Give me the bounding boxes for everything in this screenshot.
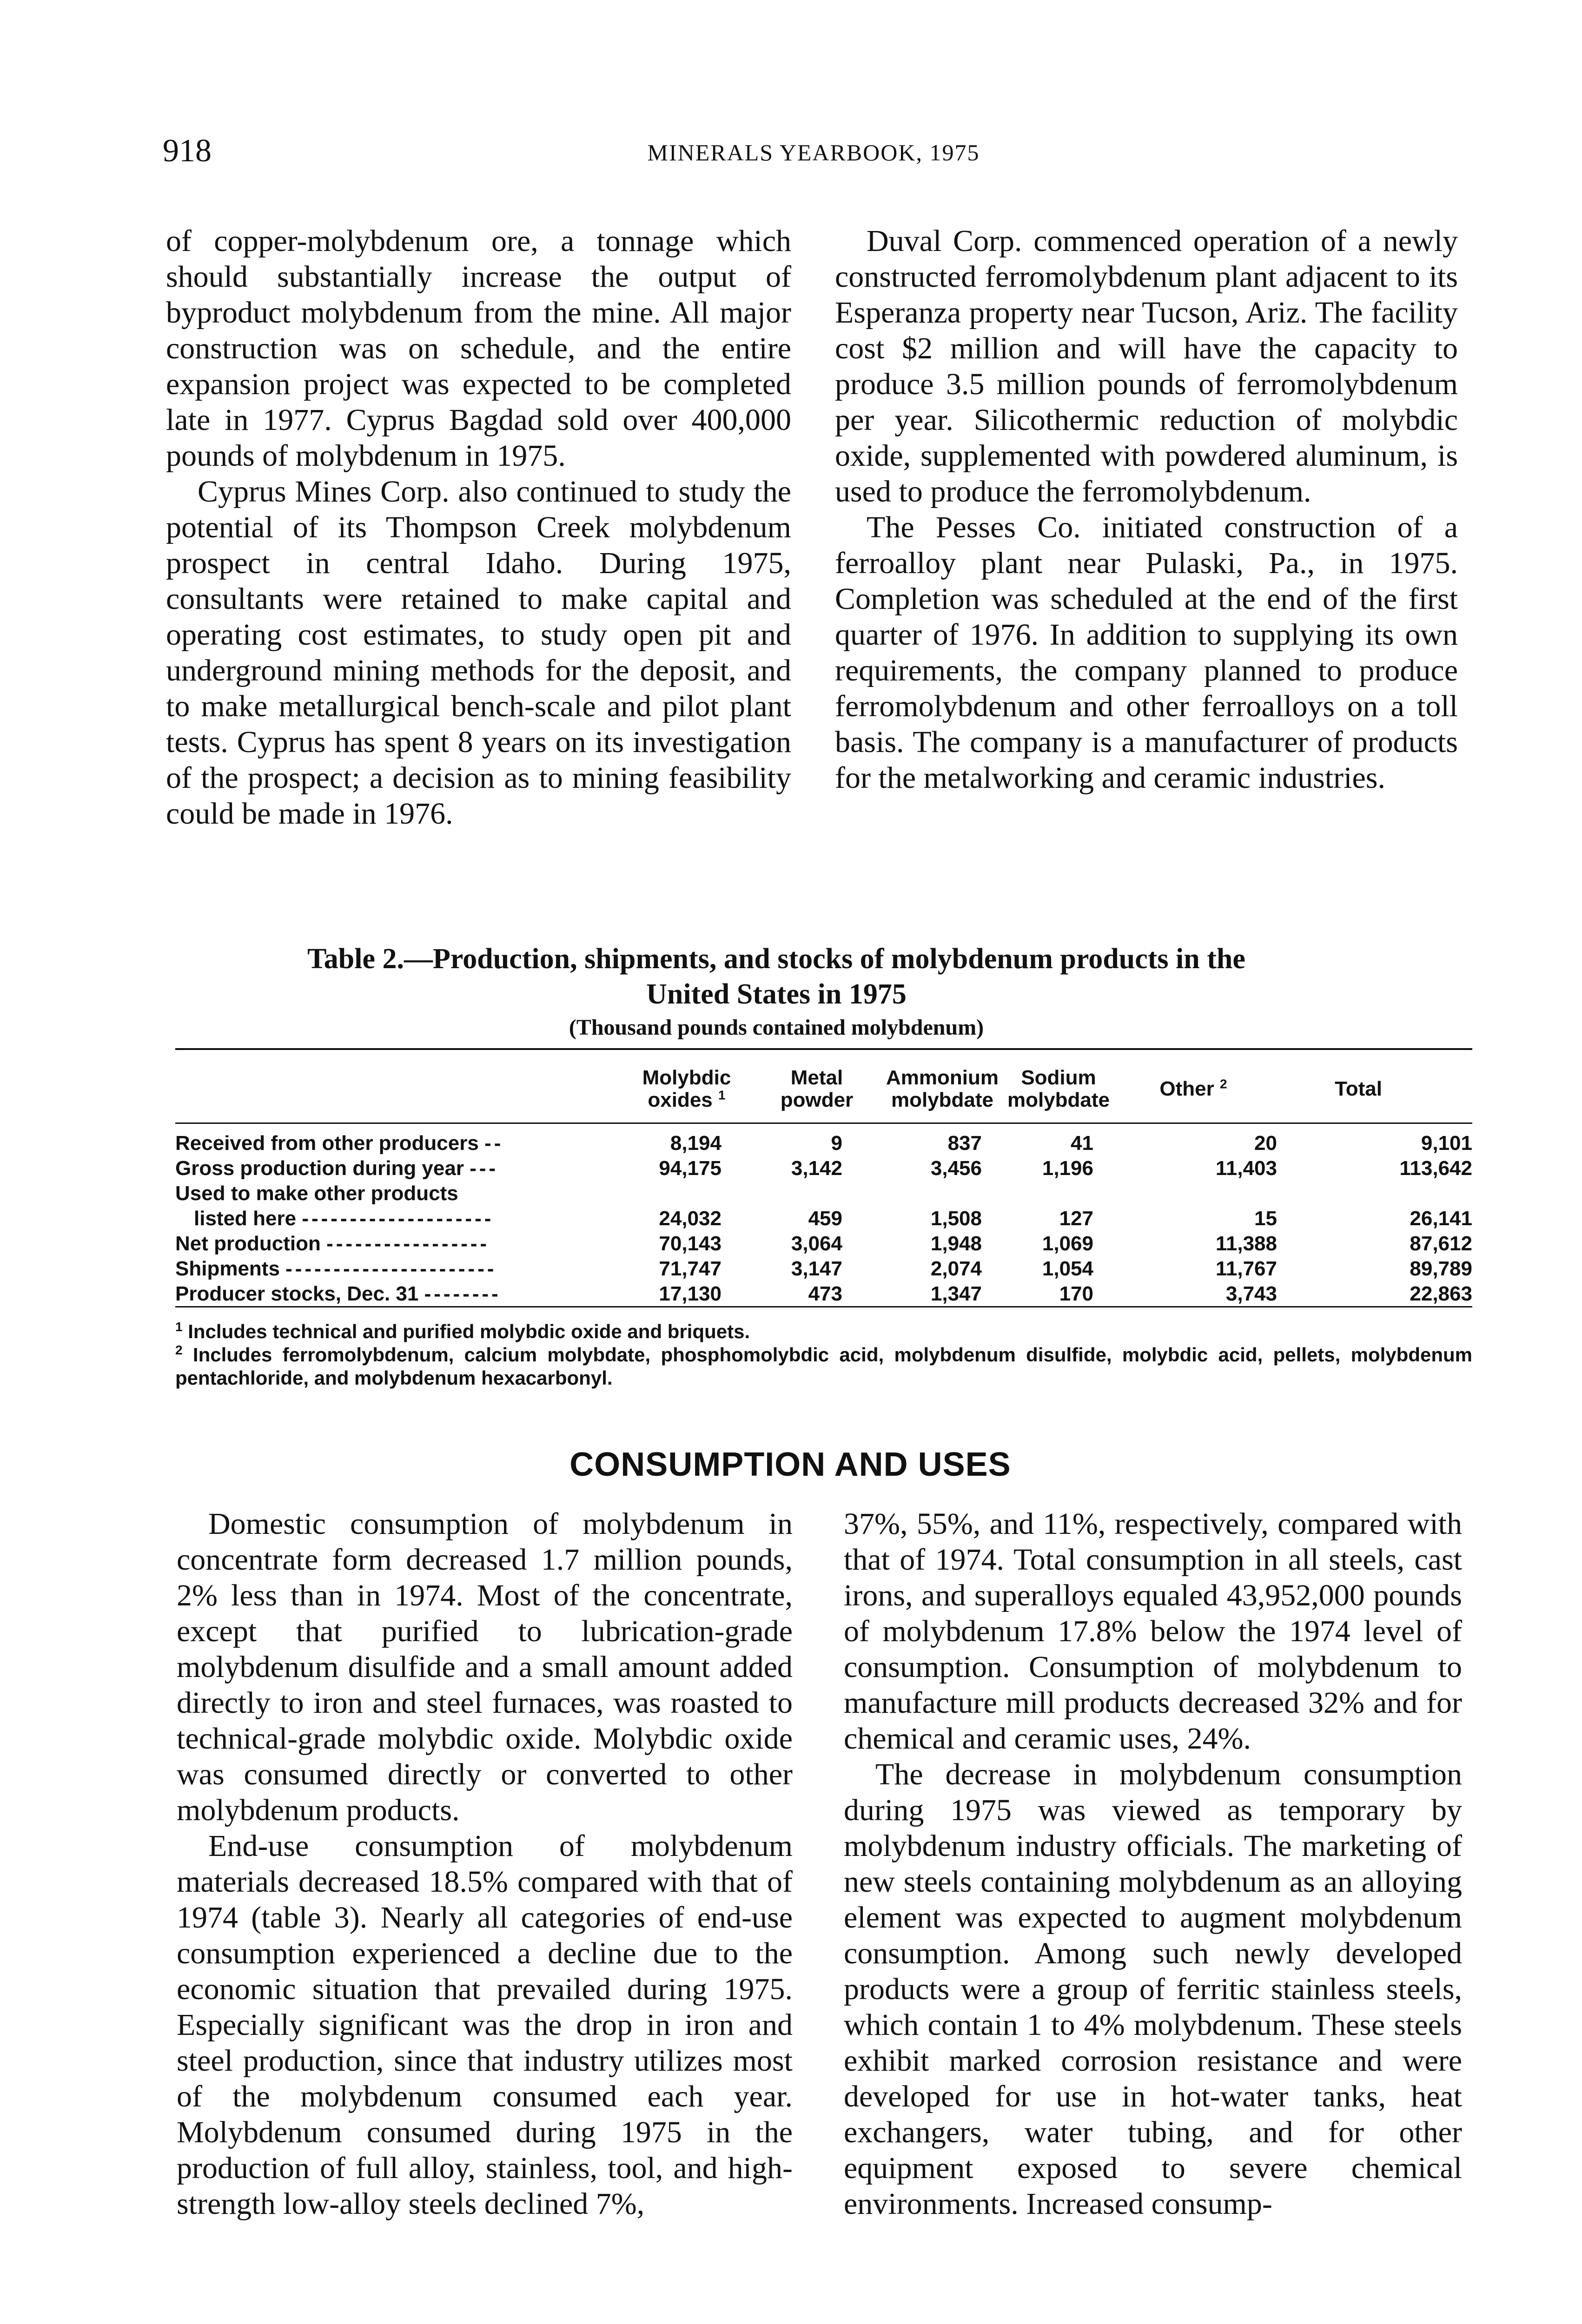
paragraph: End-use consumption of molybdenum materials decreased 18.5% compared with that of 1974 (table 3). Nearly all categories of end-use consumption experienced a decline due to the economic situation that prevailed during 1975. Especially significant was the drop in iron and steel production, since that industry utilizes most of the molybdenum consumed each year. Molybdenum consumed during 1975 in the production of full alloy, stainless, tool, and high-strength low-alloy steels declined 7%, <box>177 1829 793 2221</box>
table-footnotes <box>175 1320 1472 1390</box>
bottom-right-column <box>844 1506 1462 2222</box>
column-header <box>617 1067 756 1111</box>
column-header-label: Molybdic <box>642 1066 731 1089</box>
table-cell: 170 <box>1059 1282 1093 1305</box>
page-number: 918 <box>163 133 212 169</box>
row-label <box>175 1257 617 1281</box>
table-cell: 24,032 <box>659 1207 721 1230</box>
row-label <box>175 1182 617 1205</box>
row-label-text: Shipments <box>175 1257 280 1280</box>
table-cell: 89,789 <box>1410 1257 1472 1280</box>
table-cell: 837 <box>947 1132 982 1155</box>
table-title-line: United States in 1975 <box>646 978 907 1010</box>
row-label <box>175 1157 617 1180</box>
row-label <box>175 1282 617 1306</box>
table-cell: 9 <box>831 1132 842 1155</box>
column-header-label: Total <box>1335 1077 1382 1100</box>
leader-dots: -------------------- <box>302 1207 494 1230</box>
table-cell: 3,743 <box>1225 1282 1277 1305</box>
column-header <box>1124 1078 1263 1100</box>
data-table <box>175 1048 1472 1308</box>
paragraph: The Pesses Co. initiated construction of a ferroalloy plant near Pulaski, Pa., in 1975. Completion was scheduled at the end of the first quarter of 1976. In addition to supplying its own requirements, the company planned to produce ferromolybdenum and other ferroalloys on a toll basis. The company is a manufacturer of products for the metalworking and ceramic industries. <box>835 510 1458 795</box>
table-cell: 17,130 <box>659 1282 721 1305</box>
table-subtitle: (Thousand pounds contained molybdenum) <box>569 1015 984 1040</box>
table-cell: 41 <box>1071 1132 1093 1155</box>
table-cell: 87,612 <box>1410 1232 1472 1255</box>
paragraph: The decrease in molybdenum consumption during 1975 was viewed as temporary by molybdenum industry officials. The marketing of new steels containing molybdenum as an alloying element was expected to augment molybdenum consumption. Among such newly developed products were a group of ferritic stainless steels, which contain 1 to 4% molybdenum. These steels exhibit marked corrosion resistance and were developed for use in hot-water tanks, heat exchangers, water tubing, and for other equipment exposed to severe chemical environments. Increased consump- <box>844 1757 1462 2221</box>
footnote-mark: 1 <box>718 1088 726 1103</box>
table-cell: 1,054 <box>1042 1257 1093 1280</box>
paragraph: Cyprus Mines Corp. also continued to study the potential of its Thompson Creek molybdenum prospect in central Idaho. During 1975, consultants were retained to make capital and operating cost estimates, to study open pit and underground mining methods for the deposit, and to make metallurgical bench-scale and pilot plant tests. Cyprus has spent 8 years on its investigation of the prospect; a decision as to mining feasibility could be made in 1976. <box>166 475 791 831</box>
table-cell: 71,747 <box>659 1257 721 1280</box>
column-header <box>747 1067 887 1111</box>
table-cell: 8,194 <box>670 1132 721 1155</box>
table-cell: 1,948 <box>930 1232 982 1255</box>
row-label-text: Received from other producers <box>175 1132 479 1155</box>
row-label-text: Used to make other products <box>175 1182 458 1205</box>
row-label-text: Net production <box>175 1232 321 1255</box>
column-header-label: oxides $^1$ <box>648 1088 726 1111</box>
row-label <box>175 1132 617 1155</box>
table-cell: 3,142 <box>791 1157 842 1180</box>
table-rule <box>175 1122 1472 1124</box>
table-cell: 94,175 <box>659 1157 721 1180</box>
table-cell: 2,074 <box>930 1257 982 1280</box>
table-cell: 473 <box>808 1282 842 1305</box>
table-title-line: Table 2.—Production, shipments, and stocks of molybdenum products in the <box>307 943 1245 975</box>
table-cell: 3,064 <box>791 1232 842 1255</box>
column-header-label: Other $^2$ <box>1159 1076 1227 1100</box>
table-rule <box>175 1048 1472 1050</box>
footnote-mark: 2 <box>1220 1076 1227 1091</box>
table-cell: 15 <box>1254 1207 1277 1230</box>
footnote <box>175 1320 1472 1343</box>
leader-dots: ---------------------- <box>285 1257 497 1280</box>
running-head: MINERALS YEARBOOK, 1975 <box>647 139 980 165</box>
column-header-label: Metal <box>790 1066 843 1089</box>
table-cell: 3,147 <box>791 1257 842 1280</box>
paragraph: Domestic consumption of molybdenum in concentrate form decreased 1.7 million pounds, 2% less than in 1974. Most of the concentrate, except that purified to lubrication-grade molybdenum disulfide and a small amount added directly to iron and steel furnaces, was roasted to technical-grade molybdic oxide. Molybdic oxide was consumed directly or converted to other molybdenum products. <box>177 1507 793 1827</box>
table-cell: 70,143 <box>659 1232 721 1255</box>
table-cell: 113,642 <box>1399 1157 1472 1180</box>
table-cell: 22,863 <box>1410 1282 1472 1305</box>
paragraph: Duval Corp. commenced operation of a newly constructed ferromolybdenum plant adjacent to its Esperanza property near Tucson, Ariz. The facility cost $2 million and will have the capacity to produce 3.5 million pounds of ferromolybdenum per year. Silicothermic reduction of molybdic oxide, supplemented with powdered aluminum, is used to produce the ferromolybdenum. <box>835 224 1458 508</box>
table-cell: 11,767 <box>1215 1257 1277 1280</box>
row-label <box>175 1232 617 1255</box>
leader-dots: -- <box>484 1132 504 1155</box>
column-header-label: powder <box>780 1089 854 1111</box>
table-cell: 3,456 <box>930 1157 982 1180</box>
row-label-text: Gross production during year <box>175 1157 464 1180</box>
paragraph: 37%, 55%, and 11%, respectively, compared with that of 1974. Total consumption in all steels, cast irons, and superalloys equaled 43,952,000 pounds of molybdenum 17.8% below the 1974 level of consumption. Consumption of molybdenum to manufacture mill products decreased 32% and for chemical and ceramic uses, 24%. <box>844 1507 1462 1756</box>
table-cell: 127 <box>1059 1207 1093 1230</box>
top-right-column <box>835 223 1458 796</box>
table-cell: 11,403 <box>1215 1157 1277 1180</box>
paragraph: of copper-molybdenum ore, a tonnage which should substantially increase the output of byproduct molybdenum from the mine. All major construction was on schedule, and the entire expansion project was expected to be completed late in 1977. Cyprus Bagdad sold over 400,000 pounds of molybdenum in 1975. <box>166 224 791 473</box>
top-left-column <box>166 223 791 832</box>
table-cell: 9,101 <box>1421 1132 1472 1155</box>
section-heading: CONSUMPTION AND USES <box>569 1446 1011 1483</box>
table-cell: 11,388 <box>1215 1232 1277 1255</box>
footnote-text: Includes ferromolybdenum, calcium molybdate, phosphomolybdic acid, molybdenum disulfide, molybdic acid, pellets, molybdenum pentachloride, and molybdenum hexacarbonyl. <box>175 1344 1472 1389</box>
footnote <box>175 1343 1472 1390</box>
page-header <box>163 132 1464 174</box>
table-cell: 26,141 <box>1410 1207 1472 1230</box>
column-header-label: Sodium <box>1021 1066 1096 1089</box>
column-header <box>989 1067 1128 1111</box>
column-header <box>1289 1078 1428 1100</box>
table-rule <box>175 1306 1472 1307</box>
row-label <box>194 1207 635 1230</box>
table-cell: 1,069 <box>1042 1232 1093 1255</box>
footnote-text: Includes technical and purified molybdic oxide and briquets. <box>188 1320 750 1342</box>
table-cell: 459 <box>808 1207 842 1230</box>
table-cell: 1,347 <box>930 1282 982 1305</box>
bottom-left-column <box>177 1506 793 2222</box>
leader-dots: --- <box>470 1157 499 1180</box>
table-cell: 20 <box>1254 1132 1277 1155</box>
table-cell: 1,196 <box>1042 1157 1093 1180</box>
table-cell: 1,508 <box>930 1207 982 1230</box>
footnote-mark: 1 <box>175 1320 183 1334</box>
row-label-text: Producer stocks, Dec. 31 <box>175 1282 419 1305</box>
table-title <box>195 941 1357 1012</box>
leader-dots: -------- <box>424 1282 501 1305</box>
column-header-label: molybdate <box>891 1089 994 1111</box>
column-header-label: molybdate <box>1007 1089 1110 1111</box>
row-label-text: listed here <box>194 1207 297 1230</box>
footnote-mark: 2 <box>175 1343 183 1357</box>
column-header-label: Ammonium <box>886 1066 999 1089</box>
leader-dots: ----------------- <box>326 1232 490 1255</box>
